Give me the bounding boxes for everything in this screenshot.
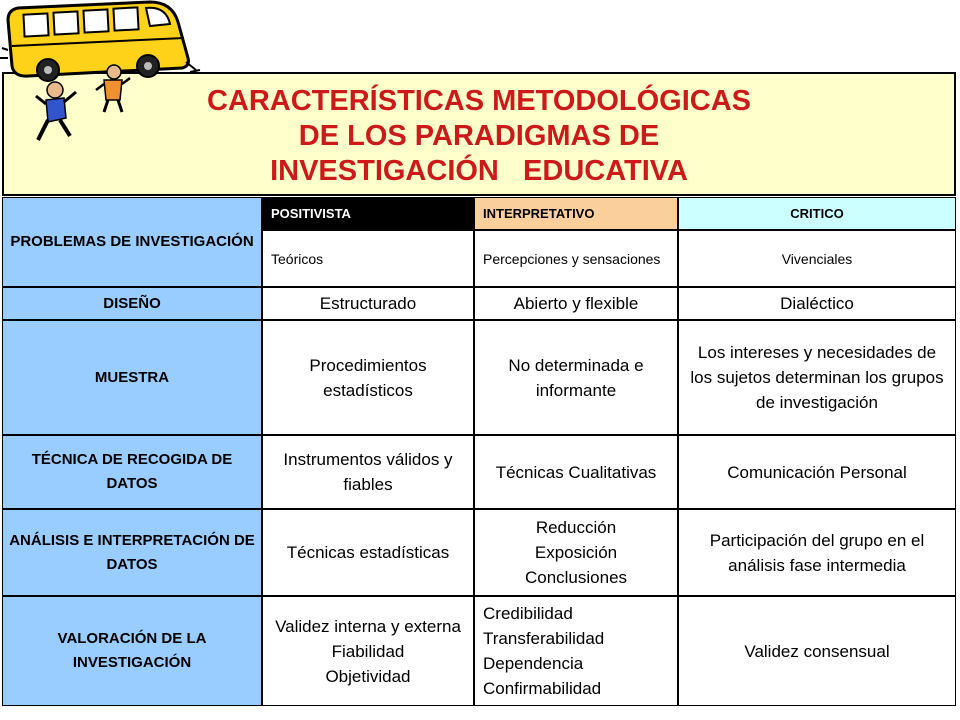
cell-valoracion-critico: Validez consensual <box>678 596 956 706</box>
cell-valoracion-interpretativo: Credibilidad Transferabilidad Dependencia Confirmabilidad <box>474 596 678 706</box>
row-label-analisis: ANÁLISIS E INTERPRETACIÓN DE DATOS <box>2 509 262 596</box>
row-label-valoracion: VALORACIÓN DE LA INVESTIGACIÓN <box>2 596 262 706</box>
cell-valoracion-positivista: Validez interna y externa Fiabilidad Objetividad <box>262 596 474 706</box>
header-interpretativo: INTERPRETATIVO <box>474 197 678 230</box>
school-bus-with-children-icon <box>0 0 215 150</box>
cell-muestra-positivista: Procedimientos estadísticos <box>262 320 474 435</box>
header-critico: CRITICO <box>678 197 956 230</box>
row-label-muestra: MUESTRA <box>2 320 262 435</box>
cell-tecnica-positivista: Instrumentos válidos y fiables <box>262 435 474 509</box>
cell-analisis-critico: Participación del grupo en el análisis fase intermedia <box>678 509 956 596</box>
cell-muestra-critico: Los intereses y necesidades de los sujetos determinan los grupos de investigación <box>678 320 956 435</box>
row-label-tecnica: TÉCNICA DE RECOGIDA DE DATOS <box>2 435 262 509</box>
title-line-2: DE LOS PARADIGMAS DE <box>298 120 660 152</box>
cell-diseno-critico: Dialéctico <box>678 287 956 320</box>
cell-problemas-critico: Vivenciales <box>678 230 956 287</box>
cell-muestra-interpretativo: No determinada e informante <box>474 320 678 435</box>
cell-problemas-interpretativo: Percepciones y sensaciones <box>474 230 678 287</box>
cell-analisis-positivista: Técnicas estadísticas <box>262 509 474 596</box>
cell-tecnica-critico: Comunicación Personal <box>678 435 956 509</box>
row-label-diseno: DISEÑO <box>2 287 262 320</box>
cell-problemas-positivista: Teóricos <box>262 230 474 287</box>
cell-diseno-interpretativo: Abierto y flexible <box>474 287 678 320</box>
cell-tecnica-interpretativo: Técnicas Cualitativas <box>474 435 678 509</box>
header-positivista: POSITIVISTA <box>262 197 474 230</box>
title-line-1: CARACTERÍSTICAS METODOLÓGICAS <box>206 85 752 117</box>
title-line-3: INVESTIGACIÓN EDUCATIVA <box>270 155 688 187</box>
cell-analisis-interpretativo: Reducción Exposición Conclusiones <box>474 509 678 596</box>
cell-diseno-positivista: Estructurado <box>262 287 474 320</box>
row-label-problemas: PROBLEMAS DE INVESTIGACIÓN <box>2 197 262 287</box>
